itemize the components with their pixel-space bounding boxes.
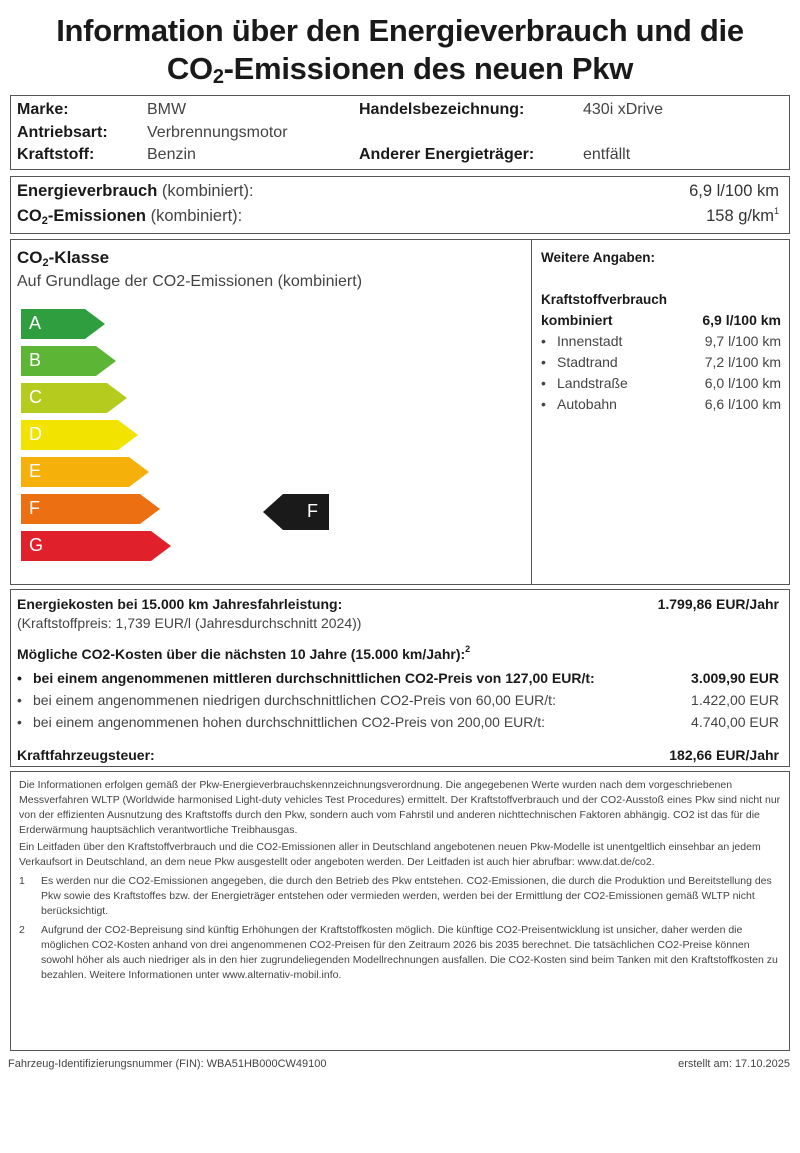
co2-cost-scenario-row — [17, 668, 779, 688]
co2-cost-scenario-row — [17, 712, 779, 732]
co2-cost-title-row — [17, 644, 779, 664]
energy-consumption-qualifier: (kombiniert): — [161, 182, 254, 200]
vehicle-tax-label: Kraftfahrzeugsteuer: — [17, 747, 155, 763]
energy-cost-value: 1.799,86 EUR/Jahr — [657, 596, 779, 612]
footnote-2 — [19, 923, 781, 983]
co2-cost-scenario-label: bei einem angenommenen hohen durchschnittlichen CO2-Preis von 200,00 EUR/t: — [33, 714, 546, 730]
energy-consumption-row — [17, 180, 779, 202]
fuel-consumption-row — [541, 310, 781, 330]
energy-cost-label: Energiekosten bei 15.000 km Jahresfahrleistung: — [17, 596, 343, 612]
co2-class-bar-g — [21, 531, 171, 561]
current-class-letter: F — [307, 501, 318, 521]
co2-cost-title-footnote: 2 — [465, 644, 471, 654]
model-label: Handelsbezeichnung: — [359, 101, 525, 118]
co2-class-divider — [531, 240, 532, 584]
co2-class-bar-d — [21, 420, 138, 450]
co2-class-letter-c: C — [29, 387, 42, 407]
fuel-consumption-value: 7,2 l/100 km — [704, 354, 781, 370]
created-date: erstellt am: 17.10.2025 — [678, 1058, 790, 1070]
co2-class-subtitle: Auf Grundlage der CO2-Emissionen (kombiniert) — [17, 273, 363, 290]
bullet-icon: • — [17, 692, 22, 708]
bullet-icon: • — [541, 354, 546, 370]
co2-emissions-label: $CO_2$-Emissionen — [17, 207, 146, 227]
fuel-price-row — [17, 613, 779, 633]
co2-cost-scenario-value: 1.422,00 EUR — [691, 692, 779, 708]
bullet-icon: • — [541, 333, 546, 349]
fuel-consumption-row — [541, 373, 781, 393]
fuel-consumption-label: Stadtrand — [557, 354, 618, 370]
footnote-1 — [19, 874, 781, 919]
vehicle-tax-row — [17, 745, 779, 765]
co2-class-bar-c — [21, 383, 127, 413]
fuel-consumption-value: 9,7 l/100 km — [704, 333, 781, 349]
note-paragraph-2: Ein Leitfaden über den Kraftstoffverbrauch und die CO2-Emissionen aller in Deutschland angebotenen neuen Pkw-Modelle ist unentgeltlich einsehbar an jedem Verkaufsort in Deutschland, an dem neue Pkw ausgestellt oder angeboten werden. Der Leitfaden ist auch hier abrufbar: www.dat.de/co2. — [19, 841, 761, 868]
footnote-1-text: Es werden nur die CO2-Emissionen angegeben, die durch den Betrieb des Pkw entstehen. CO2-Emissionen, die durch die Produktion und Bereitstellung des Pkw sowie des Kraftstoffes bzw. der Energieträger entstehen oder vermieden werden, werden bei der Ermittlung der CO2-Emissionen gemäß WLTP nicht berücksichtigt. — [41, 875, 772, 917]
fuel-consumption-label: Landstraße — [557, 375, 628, 391]
fuel-label: Kraftstoff: — [17, 146, 95, 163]
co2-cost-scenario-label: bei einem angenommenen mittleren durchschnittlichen CO2-Preis von 127,00 EUR/t: — [33, 670, 595, 686]
fuel-consumption-value: 6,0 l/100 km — [704, 375, 781, 391]
co2-cost-title: Mögliche CO2-Kosten über die nächsten 10 Jahre (15.000 km/Jahr): — [17, 646, 466, 662]
more-info-title: Weitere Angaben: — [541, 250, 656, 265]
brand-label: Marke: — [17, 101, 69, 118]
bullet-icon: • — [17, 670, 22, 686]
costs-box — [10, 589, 790, 767]
fuel-value: Benzin — [147, 146, 196, 163]
co2-class-letter-b: B — [29, 350, 42, 370]
co2-class-letter-g: G — [29, 535, 44, 555]
bullet-icon: • — [17, 714, 22, 730]
fuel-consumption-row — [541, 352, 781, 372]
co2-class-bar-b — [21, 346, 116, 376]
model-value: 430i xDrive — [583, 101, 664, 118]
note-paragraph-1: Die Informationen erfolgen gemäß der Pkw-Energieverbrauchskennzeichnungsverordnung. Die angegebenen Werte wurden nach dem vorgeschriebenen Messverfahren WLTP (Worldwide harmonised Light-duty vehicles Test Procedures) ermittelt. Der Kraftstoffverbrauch und der CO2-Ausstoß eines Pkw sind nicht nur von der effizienten Ausnutzung des Kraftstoffs durch den Pkw, sondern auch vom Fahrstil und anderen nichttechnischen Faktoren abhängig. CO2 ist das für die Erderwärmung hauptsächlich verantwortliche Treibhausgas. — [19, 779, 781, 836]
vehicle-info-box — [10, 95, 790, 170]
co2-class-bar-a — [21, 309, 105, 339]
other-energy-label: Anderer Energieträger: — [359, 146, 535, 163]
fuel-consumption-row — [541, 331, 781, 351]
co2-class-title: $CO_2$-Klasse — [17, 248, 110, 269]
fuel-consumption-row — [541, 394, 781, 414]
legal-notes-box — [10, 771, 790, 1051]
energy-consumption-value: 6,9 l/100 km — [689, 182, 779, 200]
co2-class-letter-e: E — [29, 461, 42, 481]
co2-class-bar-e — [21, 457, 149, 487]
co2-emissions-row — [17, 205, 779, 227]
title-co-text: CO — [166, 51, 213, 86]
co2-cost-scenario-value: 3.009,90 EUR — [691, 670, 779, 686]
brand-row — [17, 100, 69, 120]
energy-consumption-label: Energieverbrauch — [17, 182, 158, 200]
fuel-price-text: (Kraftstoffpreis: 1,739 EUR/l (Jahresdurchschnitt 2024)) — [17, 615, 362, 631]
drive-label: Antriebsart: — [17, 124, 108, 141]
co2-class-bar-f — [21, 494, 160, 524]
vehicle-tax-value: 182,66 EUR/Jahr — [669, 747, 779, 763]
fuel-consumption-label: kombiniert — [541, 312, 613, 328]
other-energy-value: entfällt — [583, 146, 631, 163]
fuel-consumption-value: 6,6 l/100 km — [704, 396, 781, 412]
brand-value: BMW — [147, 101, 187, 118]
bullet-icon: • — [541, 375, 546, 391]
co2-class-box — [10, 239, 790, 585]
co2-class-letter-a: A — [29, 313, 42, 333]
co2-class-letter-d: D — [29, 424, 42, 444]
fuel-consumption-label: Autobahn — [557, 396, 617, 412]
co2-emissions-value: 158 $g/km^1$ — [706, 206, 779, 225]
title-emissions-text: -Emissionen des neuen Pkw — [223, 51, 634, 86]
energy-cost-row — [17, 594, 779, 614]
fuel-consumption-label: Innenstadt — [557, 333, 623, 349]
fuel-consumption-title: Kraftstoffverbrauch — [541, 292, 668, 307]
footnote-2-text: Aufgrund der CO2-Bepreisung sind künftig Erhöhungen der Kraftstoffkosten möglich. Die künftige CO2-Preisentwicklung ist unsicher, daher werden die möglichen CO2-Kosten anhand von drei angenommenen CO2-Preisen für den Zeitraum 2026 bis 2035 berechnet. Die tatsächlichen CO2-Preise können sowohl höher als auch niedriger als in den hier zugrundeliegenden Modellrechnungen ausfallen. Die CO2-Kosten sind beim Tanken mit den Kraftstoffkosten zu bezahlen. Weitere Informationen unter www.alternativ-mobil.info. — [41, 924, 778, 981]
bullet-icon: • — [541, 396, 546, 412]
consumption-box — [10, 176, 790, 234]
title-subscript: 2 — [212, 66, 224, 88]
page-title — [0, 12, 800, 88]
co2-emissions-qualifier: (kombiniert): — [150, 207, 243, 225]
co2-class-letter-f: F — [29, 498, 40, 518]
co2-cost-scenario-value: 4.740,00 EUR — [691, 714, 779, 730]
drive-value: Verbrennungsmotor — [147, 124, 288, 141]
fuel-consumption-value: 6,9 l/100 km — [702, 312, 781, 328]
footnote-1-number: 1 — [19, 875, 25, 887]
co2-cost-scenario-label: bei einem angenommenen niedrigen durchschnittlichen CO2-Preis von 60,00 EUR/t: — [33, 692, 556, 708]
footnote-2-number: 2 — [19, 924, 25, 936]
vin-text: Fahrzeug-Identifizierungsnummer (FIN): WBA51HB000CW49100 — [8, 1058, 327, 1070]
co2-cost-scenario-row — [17, 690, 779, 710]
title-line-2 — [0, 50, 800, 88]
title-line-1: Information über den Energieverbrauch und die — [56, 13, 744, 48]
current-class-marker — [263, 494, 329, 530]
